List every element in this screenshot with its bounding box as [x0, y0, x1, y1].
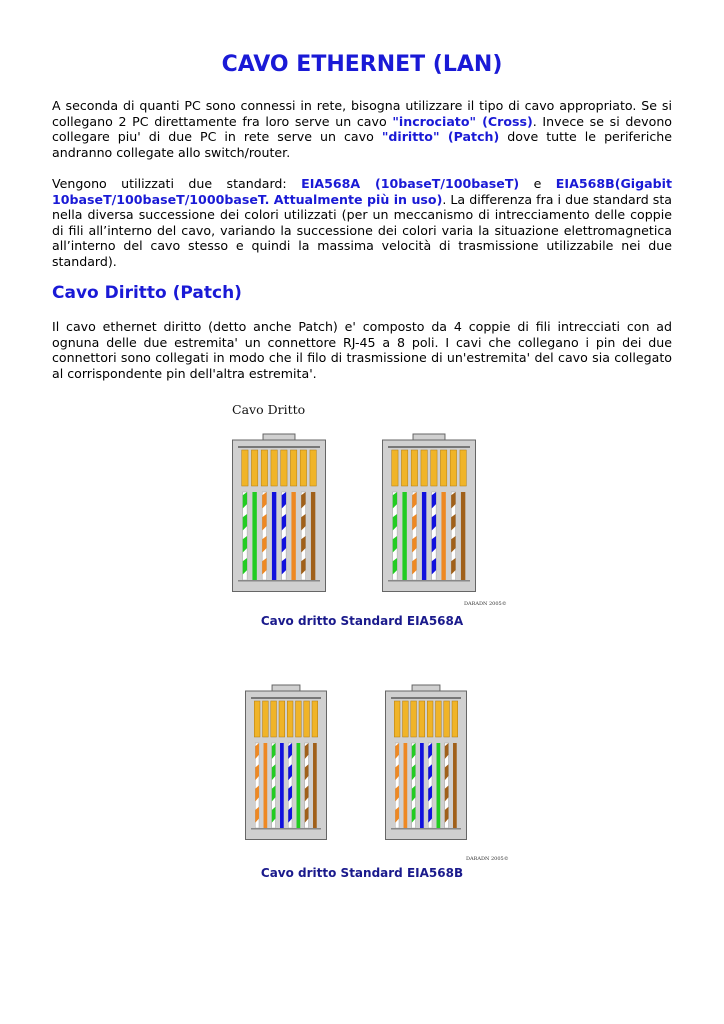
wire-solid — [297, 743, 301, 828]
pin-contact — [261, 450, 267, 486]
pin-contact — [254, 701, 260, 737]
intro-text-1: A seconda di quanti PC sono connessi in rete, bisogna utilizzare il tipo di cavo appropriato. Se si collegano 2 PC direttamente fra loro serve un cavo — [52, 98, 672, 129]
pin-contact — [427, 701, 433, 737]
wire-solid — [437, 743, 441, 828]
standard-eia568a-term: EIA568A (10baseT/100baseT) — [301, 176, 520, 191]
connector-bottom-edge — [238, 580, 320, 582]
pin-contact — [460, 450, 466, 486]
cross-cable-term: "incrociato" (Cross) — [392, 113, 533, 129]
rj45-connector-icon — [385, 685, 467, 840]
pin-contact — [310, 450, 316, 486]
patch-cable-term: "diritto" (Patch) — [381, 129, 500, 145]
connector-edge — [238, 446, 320, 448]
connector-latch — [263, 434, 295, 440]
pin-contact — [271, 701, 277, 737]
pin-contact — [411, 701, 417, 737]
connector-latch — [413, 434, 445, 440]
wire-solid — [291, 492, 295, 580]
pin-contact — [312, 701, 318, 737]
pin-contact — [296, 701, 302, 737]
intro-paragraph — [52, 98, 672, 160]
pin-contact — [271, 450, 277, 486]
figure-a-caption: Cavo dritto Standard EIA568A — [260, 614, 464, 628]
wire-solid — [272, 492, 276, 580]
wire-solid — [313, 743, 317, 828]
intro-text-3: dove tutte le periferiche andranno collegate allo switch/router. — [52, 129, 672, 160]
standards-text-1: Vengono utilizzati due standard: — [52, 176, 302, 191]
standards-text-2: e — [519, 176, 556, 191]
pin-contact — [436, 701, 442, 737]
figure-a-label: Cavo Dritto — [232, 402, 306, 417]
wire-solid — [402, 492, 406, 580]
pin-contact — [440, 450, 446, 486]
connector-edge — [391, 697, 461, 699]
connector-edge — [388, 446, 470, 448]
pin-contact — [411, 450, 417, 486]
rj45-connector-icon — [232, 434, 326, 592]
pin-contact — [419, 701, 425, 737]
pin-contact — [450, 450, 456, 486]
wire-solid — [280, 743, 284, 828]
pin-contact — [394, 701, 400, 737]
pin-contact — [452, 701, 458, 737]
rj45-connector-icon — [382, 434, 476, 592]
wire-solid — [264, 743, 268, 828]
connector-bottom-edge — [388, 580, 470, 582]
standards-text-3: . La differenza fra i due standard sta nella diversa successione dei colori utilizzati (per un meccanismo di intrecciamento delle coppie di fili all’interno del cavo, variando la successione dei colori varia la situazione elettromagnetica all’interno del cavo stesso e quindi la massima velocità di trasmissione utilizzabile nei due standard). — [52, 191, 673, 269]
figure-b-caption: Cavo dritto Standard EIA568B — [260, 866, 464, 880]
pin-contact — [263, 701, 269, 737]
connector-bottom-edge — [391, 828, 461, 830]
intro-text-2: . Invece se si devono collegare piu' di due PC in rete serve un cavo — [52, 113, 673, 145]
standards-paragraph — [52, 176, 672, 270]
figure-b-credit: DARADN 2005© — [466, 856, 509, 862]
pin-contact — [392, 450, 398, 486]
pin-contact — [251, 450, 257, 486]
figure-a-credit: DARADN 2005© — [464, 601, 507, 607]
pin-contact — [421, 450, 427, 486]
connector-bottom-edge — [251, 828, 321, 830]
wire-solid — [422, 492, 426, 580]
pin-contact — [403, 701, 409, 737]
pin-contact — [242, 450, 248, 486]
wire-solid — [311, 492, 315, 580]
pin-contact — [279, 701, 285, 737]
wire-solid — [461, 492, 465, 580]
standard-eia568b-term: EIA568B(Gigabit 10baseT/100baseT/1000baseT. Attualmente più in uso) — [52, 176, 672, 207]
pin-contact — [401, 450, 407, 486]
pin-contact — [444, 701, 450, 737]
pin-contact — [287, 701, 293, 737]
section-heading: Cavo Diritto (Patch) — [52, 283, 242, 303]
pin-contact — [290, 450, 296, 486]
connector-latch — [272, 685, 300, 691]
connector-edge — [251, 697, 321, 699]
connector-latch — [412, 685, 440, 691]
wire-solid — [453, 743, 457, 828]
pin-contact — [300, 450, 306, 486]
wire-solid — [252, 492, 256, 580]
wire-solid — [404, 743, 408, 828]
wire-solid — [420, 743, 424, 828]
pin-contact — [281, 450, 287, 486]
rj45-connector-icon — [245, 685, 327, 840]
pin-contact — [304, 701, 310, 737]
wire-solid — [441, 492, 445, 580]
pin-contact — [431, 450, 437, 486]
page-title: CAVO ETHERNET (LAN) — [221, 52, 503, 77]
section-paragraph: Il cavo ethernet diritto (detto anche Patch) e' composto da 4 coppie di fili intrecciati con ad ognuna delle due estremita' un connettore RJ-45 a 8 poli. I cavi che collegano i pin dei due connettori sono collegati in modo che il filo di trasmissione di un'estremita' del cavo sia collegato al corrispondente pin dell'altra estremita'. — [52, 319, 672, 381]
